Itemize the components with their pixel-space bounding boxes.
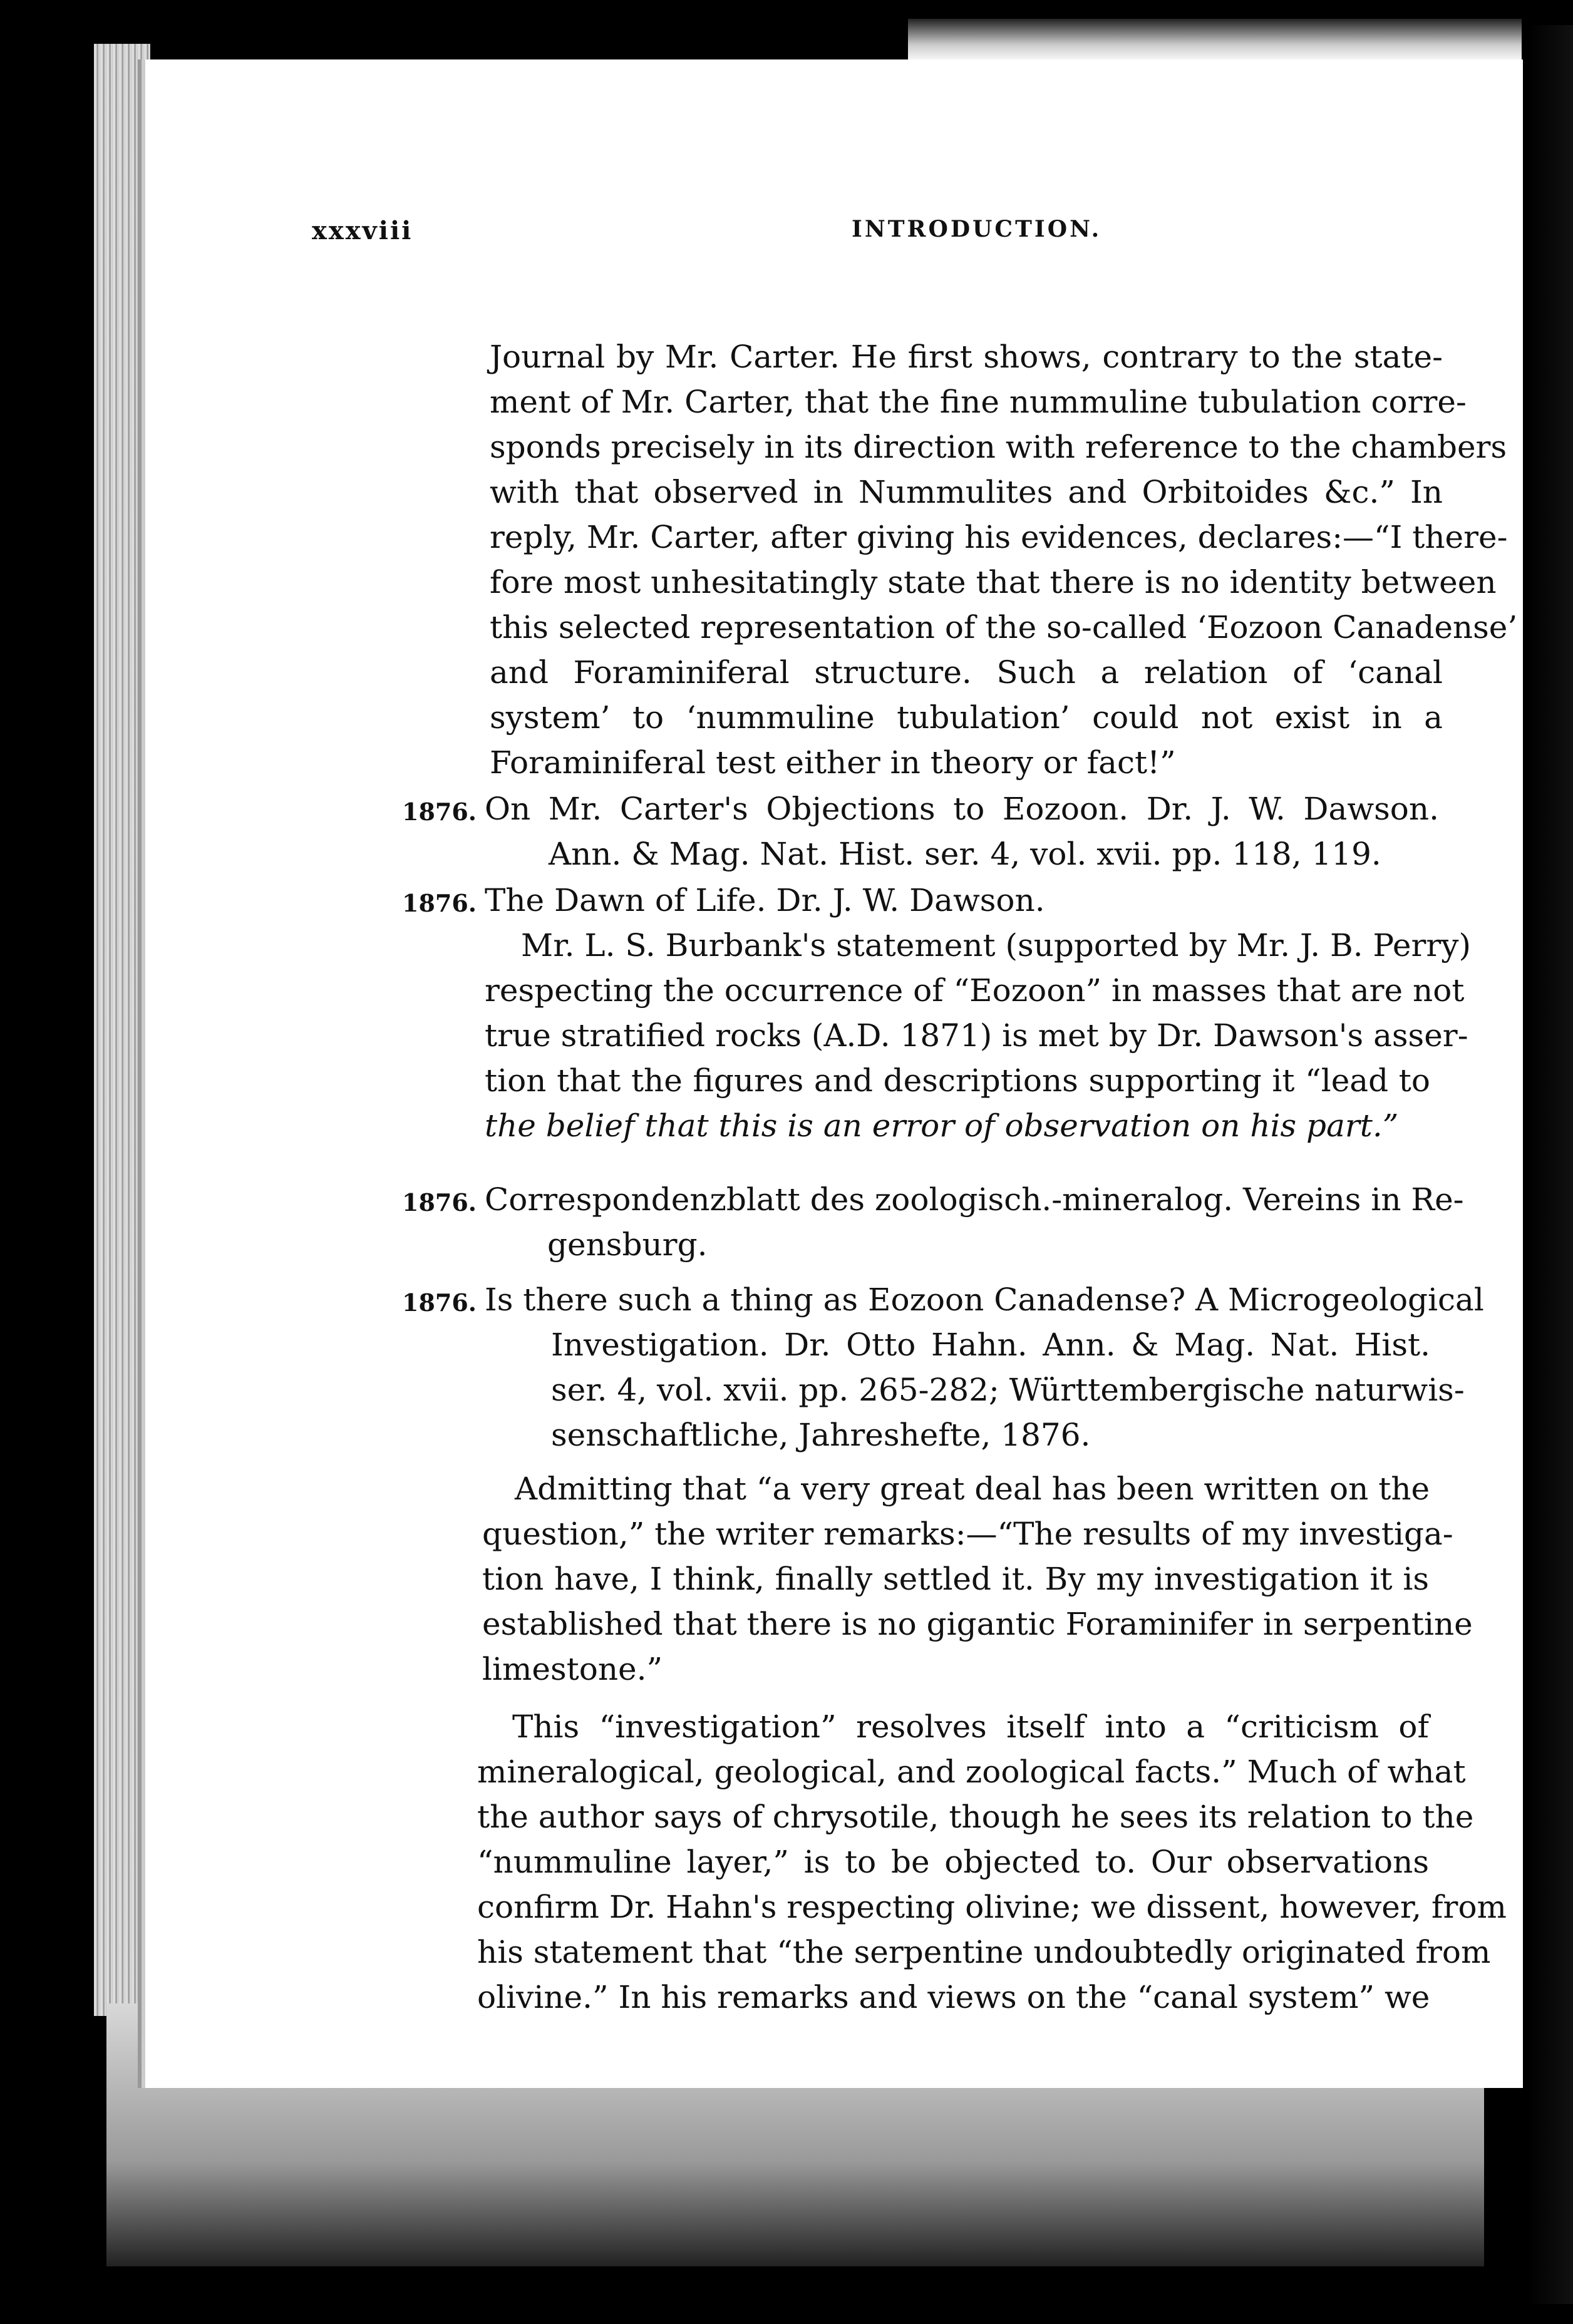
text-line: Mr. L. S. Burbank's statement (supported by Mr. J. B. Perry) [521, 927, 1472, 964]
text-line: and Foraminiferal structure. Such a relation of ‘canal [490, 654, 1443, 691]
text-line: Investigation. Dr. Otto Hahn. Ann. & Mag. Nat. Hist. [551, 1327, 1430, 1363]
text-line: Is there such a thing as Eozoon Canadense? A Microgeological [485, 1282, 1484, 1318]
scan-edge-right [1528, 25, 1573, 2304]
book-edge-left [94, 44, 150, 2016]
text-line: tion that the figures and descriptions supporting it “lead to [485, 1062, 1430, 1099]
text-line: true stratified rocks (A.D. 1871) is met by Dr. Dawson's asser- [485, 1017, 1468, 1054]
text-line: fore most unhesitatingly state that there is no identity between [490, 564, 1497, 600]
text-line: olivine.” In his remarks and views on the “canal system” we [477, 1979, 1430, 2015]
text-line: question,” the writer remarks:—“The results of my investiga- [482, 1516, 1453, 1552]
text-line: Ann. & Mag. Nat. Hist. ser. 4, vol. xvii. pp. 118, 119. [549, 836, 1381, 872]
text-line: his statement that “the serpentine undoubtedly originated from [477, 1934, 1491, 1970]
text-line: Foraminiferal test either in theory or fact!” [490, 744, 1176, 781]
entry-year: 1876. [402, 1288, 477, 1317]
text-line: ser. 4, vol. xvii. pp. 265-282; Württembergische naturwis- [551, 1372, 1465, 1408]
text-line: On Mr. Carter's Objections to Eozoon. Dr. J. W. Dawson. [485, 791, 1439, 827]
text-line: This “investigation” resolves itself into a “criticism of [512, 1709, 1429, 1745]
text-line: ment of Mr. Carter, that the fine nummuline tubulation corre- [490, 384, 1467, 420]
text-line: confirm Dr. Hahn's respecting olivine; we dissent, however, from [477, 1889, 1507, 1925]
text-line: The Dawn of Life. Dr. J. W. Dawson. [485, 882, 1045, 918]
text-line: Admitting that “a very great deal has been written on the [515, 1471, 1430, 1507]
entry-year: 1876. [402, 889, 477, 917]
text-line: with that observed in Nummulites and Orbitoides &c.” In [490, 474, 1443, 510]
text-line: Journal by Mr. Carter. He first shows, contrary to the state- [490, 339, 1443, 375]
text-line: the belief that this is an error of observation on his part.” [485, 1108, 1399, 1144]
text-line: system’ to ‘nummuline tubulation’ could not exist in a [490, 699, 1443, 736]
text-line: “nummuline layer,” is to be objected to. Our observations [477, 1844, 1429, 1880]
entry-year: 1876. [402, 1188, 477, 1216]
text-line: mineralogical, geological, and zoological facts.” Much of what [477, 1754, 1466, 1790]
entry-year: 1876. [402, 798, 477, 826]
running-title: INTRODUCTION. [852, 216, 1102, 242]
running-head [0, 216, 1573, 254]
text-line: respecting the occurrence of “Eozoon” in masses that are not [485, 972, 1465, 1009]
text-line: limestone.” [482, 1651, 663, 1687]
text-line: senschaftliche, Jahreshefte, 1876. [551, 1417, 1091, 1453]
scan-top-strip [908, 19, 1522, 63]
text-line: the author says of chrysotile, though he sees its relation to the [477, 1799, 1474, 1835]
page-number: xxxviii [312, 216, 413, 245]
text-line: established that there is no gigantic Foraminifer in serpentine [482, 1606, 1473, 1642]
text-line: tion have, I think, finally settled it. By my investigation it is [482, 1561, 1429, 1597]
text-line: gensburg. [547, 1226, 708, 1263]
text-line: reply, Mr. Carter, after giving his evidences, declares:—“I there- [490, 519, 1508, 555]
text-line: Correspondenzblatt des zoologisch.-mineralog. Vereins in Re- [485, 1181, 1464, 1218]
text-line: sponds precisely in its direction with reference to the chambers [490, 429, 1507, 465]
text-line: this selected representation of the so-called ‘Eozoon Canadense’ [490, 609, 1518, 645]
